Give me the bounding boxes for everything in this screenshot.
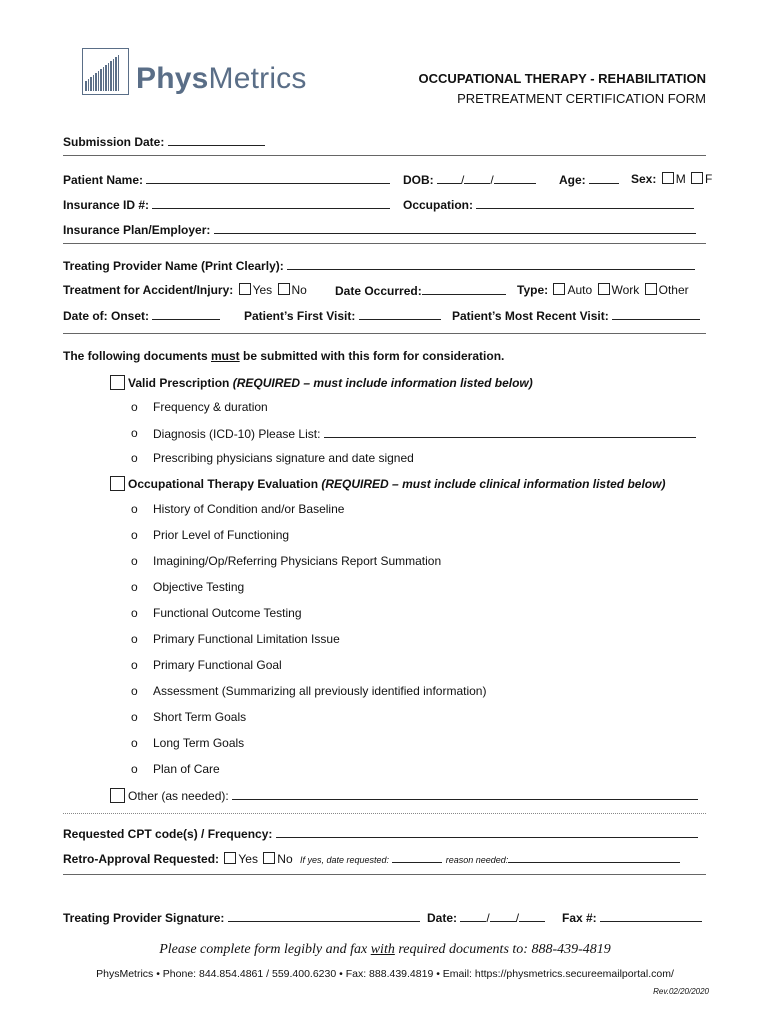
retro-no-checkbox[interactable] [263, 852, 275, 864]
sex-f-checkbox[interactable] [691, 172, 703, 184]
type-work-checkbox[interactable] [598, 283, 610, 295]
treating-provider-field[interactable] [287, 258, 695, 270]
bullet: o [131, 736, 138, 750]
evaluation-checkbox[interactable] [110, 476, 125, 491]
fax-field[interactable] [600, 910, 702, 922]
treating-provider-row: Treating Provider Name (Print Clearly): [63, 258, 695, 273]
list-item: Objective Testing [153, 580, 245, 594]
bullet: o [131, 580, 138, 594]
accident-row: Treatment for Accident/Injury: Yes No [63, 283, 307, 297]
bullet: o [131, 502, 138, 516]
other-needed-field[interactable] [232, 788, 698, 800]
divider [63, 155, 706, 156]
bullet: o [131, 400, 138, 414]
patient-name-row: Patient Name: [63, 172, 390, 187]
list-item: Plan of Care [153, 762, 220, 776]
list-item: Assessment (Summarizing all previously identified information) [153, 684, 487, 698]
signature-field[interactable] [228, 910, 420, 922]
divider [63, 813, 706, 814]
retro-reason-field[interactable] [508, 853, 680, 863]
date-occurred-field[interactable] [422, 283, 506, 295]
insurance-id-row: Insurance ID #: [63, 197, 390, 212]
prescription-row: Valid Prescription (REQUIRED – must include information listed below) [110, 375, 533, 390]
list-item: Diagnosis (ICD-10) Please List: [153, 426, 696, 441]
dob-row: DOB: / / [403, 172, 536, 187]
bullet: o [131, 606, 138, 620]
documents-intro: The following documents must be submitted with this form for consideration. [63, 349, 505, 363]
prescription-checkbox[interactable] [110, 375, 125, 390]
type-other-checkbox[interactable] [645, 283, 657, 295]
other-needed-row: Other (as needed): [110, 788, 698, 803]
bullet: o [131, 710, 138, 724]
occupation-field[interactable] [476, 197, 694, 209]
date-occurred-row: Date Occurred: [335, 283, 506, 298]
sig-month-field[interactable] [460, 910, 486, 922]
occupation-row: Occupation: [403, 197, 694, 212]
list-item: Prior Level of Functioning [153, 528, 290, 542]
divider [63, 243, 706, 244]
onset-date-field[interactable] [152, 308, 220, 320]
accident-yes-checkbox[interactable] [239, 283, 251, 295]
bullet: o [131, 762, 138, 776]
retro-row: Retro-Approval Requested: Yes No If yes, date requested: reason needed: [63, 852, 680, 866]
list-item: Prescribing physicians signature and date signed [153, 451, 414, 465]
list-item: Primary Functional Limitation Issue [153, 632, 340, 646]
age-field[interactable] [589, 172, 619, 184]
dob-day-field[interactable] [464, 172, 490, 184]
fax-instructions: Please complete form legibly and fax with required documents to: 888-439-4819 [159, 942, 611, 957]
sex-row: Sex: M F [631, 172, 713, 186]
sex-m-checkbox[interactable] [662, 172, 674, 184]
recent-visit-field[interactable] [612, 308, 700, 320]
list-item: Frequency & duration [153, 400, 268, 414]
first-visit-row: Patient’s First Visit: [244, 308, 441, 323]
accident-no-checkbox[interactable] [278, 283, 290, 295]
signature-row: Treating Provider Signature: [63, 910, 420, 925]
dob-month-field[interactable] [437, 172, 461, 184]
divider [63, 333, 706, 334]
bullet: o [131, 528, 138, 542]
bullet: o [131, 658, 138, 672]
type-row: Type: Auto Work Other [517, 283, 689, 297]
bullet: o [131, 684, 138, 698]
submission-date-row: Submission Date: [63, 134, 265, 149]
list-item: Long Term Goals [153, 736, 245, 750]
logo-mark [82, 48, 129, 95]
evaluation-row: Occupational Therapy Evaluation (REQUIRED – must include clinical information listed below) [110, 476, 665, 491]
cpt-row: Requested CPT code(s) / Frequency: [63, 826, 698, 841]
bullet: o [131, 451, 138, 465]
insurance-plan-row: Insurance Plan/Employer: [63, 222, 696, 237]
list-item: History of Condition and/or Baseline [153, 502, 345, 516]
retro-yes-checkbox[interactable] [224, 852, 236, 864]
bullet: o [131, 426, 138, 440]
type-auto-checkbox[interactable] [553, 283, 565, 295]
age-row: Age: [559, 172, 619, 187]
signature-date-row: Date: / / [427, 910, 545, 925]
contact-info: PhysMetrics • Phone: 844.854.4861 / 559.400.6230 • Fax: 888.439.4819 • Email: https://physmetrics.secureemailportal.com/ [96, 968, 674, 980]
form-title: OCCUPATIONAL THERAPY - REHABILITATION [418, 71, 706, 86]
submission-date-field[interactable] [168, 134, 265, 146]
other-needed-checkbox[interactable] [110, 788, 125, 803]
list-item: Imagining/Op/Referring Physicians Report Summation [153, 554, 442, 568]
sig-day-field[interactable] [490, 910, 516, 922]
first-visit-field[interactable] [359, 308, 441, 320]
list-item: Short Term Goals [153, 710, 247, 724]
dob-year-field[interactable] [494, 172, 536, 184]
patient-name-field[interactable] [146, 172, 390, 184]
insurance-plan-field[interactable] [214, 222, 696, 234]
diagnosis-field[interactable] [324, 426, 696, 438]
logo-bars-icon [85, 55, 119, 91]
bullet: o [131, 554, 138, 568]
insurance-id-field[interactable] [152, 197, 390, 209]
cpt-field[interactable] [276, 826, 698, 838]
revision-date: Rev.02/20/2020 [653, 987, 709, 996]
retro-date-field[interactable] [392, 853, 442, 863]
divider [63, 874, 706, 875]
logo-wordmark: PhysMetrics [136, 62, 307, 95]
bullet: o [131, 632, 138, 646]
list-item: Functional Outcome Testing [153, 606, 302, 620]
sig-year-field[interactable] [519, 910, 545, 922]
form-subtitle: PRETREATMENT CERTIFICATION FORM [457, 91, 706, 106]
fax-row: Fax #: [562, 910, 702, 925]
onset-row: Date of: Onset: [63, 308, 220, 323]
list-item: Primary Functional Goal [153, 658, 282, 672]
recent-visit-row: Patient’s Most Recent Visit: [452, 308, 700, 323]
